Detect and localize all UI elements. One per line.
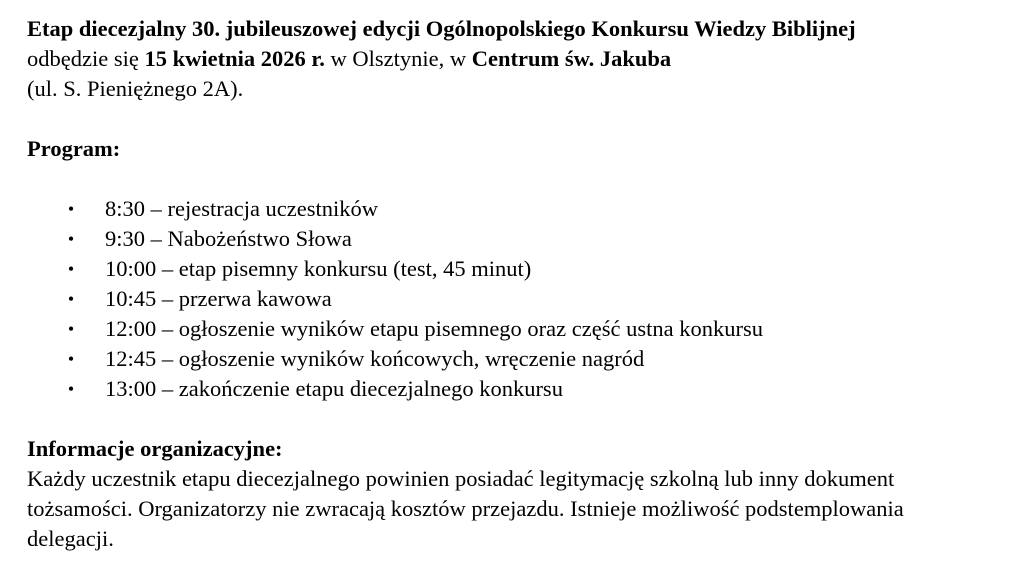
event-venue: Centrum św. Jakuba <box>471 46 672 71</box>
bullet-icon: • <box>67 349 75 369</box>
schedule-item-text: 12:00 – ogłoszenie wyników etapu pisemnego oraz część ustna konkursu <box>105 316 763 341</box>
list-item <box>27 254 1007 284</box>
list-item <box>27 224 1007 254</box>
event-address: (ul. S. Pieniężnego 2A). <box>27 76 244 101</box>
bullet-icon: • <box>67 289 75 309</box>
document-page <box>27 14 1007 554</box>
bullet-icon: • <box>67 199 75 219</box>
schedule-item-text: 8:30 – rejestracja uczestników <box>105 196 379 221</box>
schedule-item-text: 10:45 – przerwa kawowa <box>105 286 332 311</box>
bullet-icon: • <box>67 259 75 279</box>
info-paragraph: Każdy uczestnik etapu diecezjalnego powinien posiadać legitymację szkolną lub inny dokument tożsamości. Organizatorzy nie zwracają kosztów przejazdu. Istnieje możliwość podstemplowania delegacji. <box>27 466 904 551</box>
bullet-icon: • <box>67 379 75 399</box>
list-item <box>27 344 1007 374</box>
event-title: Etap diecezjalny 30. jubileuszowej edycji Ogólnopolskiego Konkursu Wiedzy Biblijnej <box>27 16 856 41</box>
program-heading: Program: <box>27 136 121 161</box>
schedule-item-text: 9:30 – Nabożeństwo Słowa <box>105 226 352 251</box>
intro-text-2: w Olsztynie, w <box>324 46 472 71</box>
bullet-icon: • <box>67 229 75 249</box>
schedule-item-text: 12:45 – ogłoszenie wyników końcowych, wręczenie nagród <box>105 346 645 371</box>
list-item <box>27 314 1007 344</box>
intro-text-1: odbędzie się <box>27 46 145 71</box>
list-item <box>27 374 1007 404</box>
intro-paragraph <box>27 14 1007 104</box>
list-item <box>27 194 1007 224</box>
schedule-item-text: 13:00 – zakończenie etapu diecezjalnego konkursu <box>105 376 563 401</box>
list-item <box>27 284 1007 314</box>
program-list <box>27 194 1007 404</box>
schedule-item-text: 10:00 – etap pisemny konkursu (test, 45 minut) <box>105 256 532 281</box>
info-heading: Informacje organizacyjne: <box>27 436 283 461</box>
event-date: 15 kwietnia 2026 r. <box>144 46 325 71</box>
bullet-icon: • <box>67 319 75 339</box>
